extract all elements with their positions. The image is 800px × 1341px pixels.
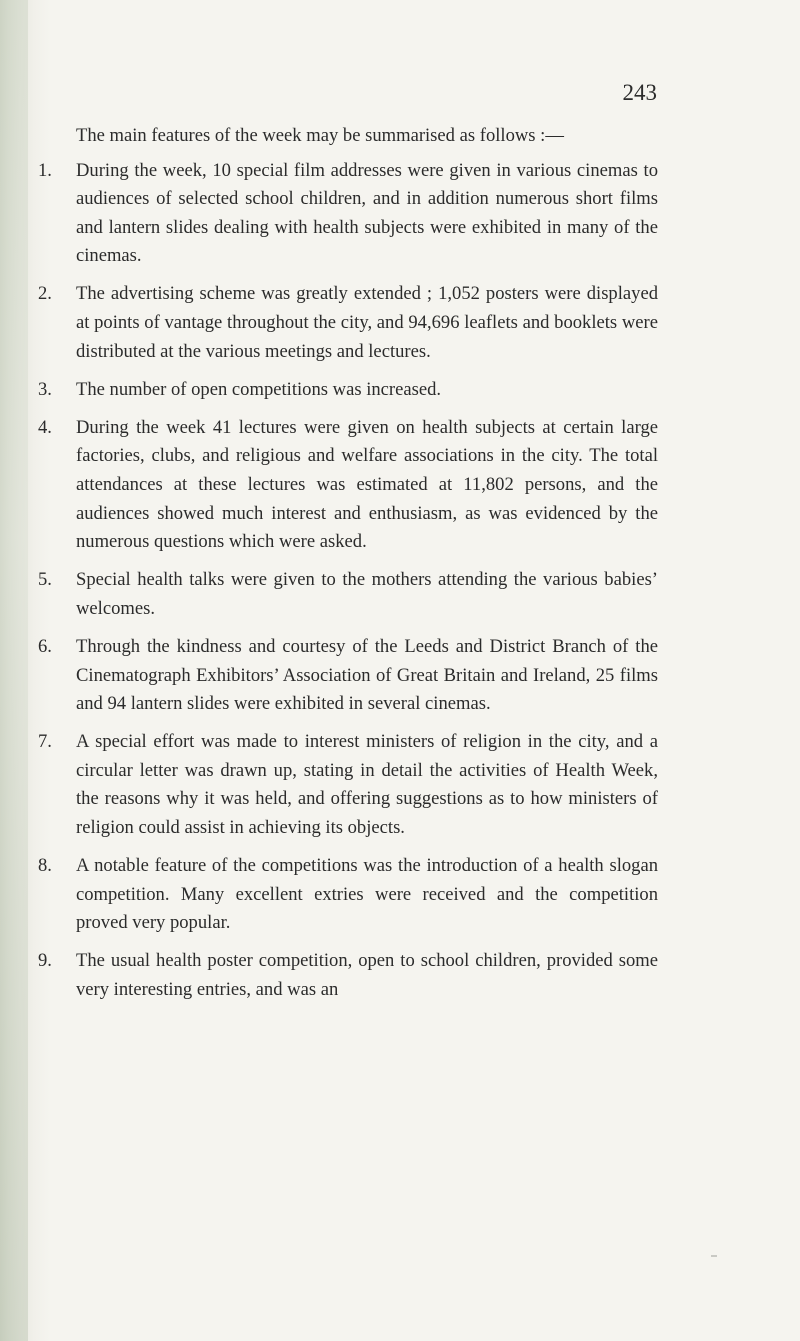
list-item <box>38 280 658 366</box>
list-item-text: A special effort was made to interest ministers of religion in the city, and a circular letter was drawn up, stating in detail the activities of Health Week, the reasons why it was held, and offering suggestions as to how ministers of religion could assist in achieving its objects. <box>76 731 658 839</box>
list-item <box>38 852 658 938</box>
list-item <box>38 376 658 405</box>
list-item-text: Through the kindness and courtesy of the Leeds and District Branch of the Cinematograph Exhibitors’ Association of Great Britain and Ireland, 25 films and 94 lantern slides were exhibited in several cinemas. <box>76 636 658 715</box>
intro-paragraph: The main features of the week may be summarised as follows :— <box>76 125 564 146</box>
page-edge-shadow <box>0 0 28 1341</box>
list-item-number: 6. <box>38 636 52 657</box>
list-item-number: 8. <box>38 855 52 877</box>
page-number: 243 <box>622 80 657 105</box>
list-item-number: 3. <box>38 378 52 400</box>
list-item-text: A notable feature of the competitions was the introduction of a health slogan competition. Many excellent extries were received and the competition proved very popular. <box>76 855 658 934</box>
list-item <box>38 566 658 623</box>
list-item <box>38 947 658 1004</box>
list-item-text: The advertising scheme was greatly extended ; 1,052 posters were displayed at points of vantage throughout the city, and 94,696 leaflets and booklets were distributed at the various meetings and lectures. <box>76 283 658 362</box>
list-item <box>38 157 658 271</box>
list-item-number: 9. <box>38 950 52 972</box>
list-item <box>38 414 658 557</box>
list-item-number: 5. <box>38 569 52 591</box>
list-item-text: During the week 41 lectures were given on health subjects at certain large factories, clubs, and religious and welfare associations in the city. The total attendances at these lectures was estimated at 11,802 persons, and the audiences showed much interest and enthusiasm, as was evidenced by the numerous questions which were asked. <box>76 416 658 553</box>
list-item-text: The usual health poster competition, open to school children, provided some very interesting entries, and was an <box>76 950 658 1001</box>
list-item-text: Special health talks were given to the mothers attending the various babies’ welcomes. <box>76 569 658 619</box>
features-list <box>38 157 658 1005</box>
list-item-number: 1. <box>38 159 52 181</box>
list-item-text: During the week, 10 special film addresses were given in various cinemas to audiences of selected school children, and in addition numerous short films and lantern slides dealing with health subjects were exhibited in many of the cinemas. <box>76 159 658 267</box>
list-item <box>38 728 658 842</box>
list-item-number: 2. <box>38 283 52 305</box>
page-body <box>38 122 658 1014</box>
page-mark <box>711 1255 717 1257</box>
list-item-text: The number of open competitions was increased. <box>76 378 442 400</box>
list-item-number: 7. <box>38 731 52 753</box>
list-item <box>38 633 658 719</box>
list-item-number: 4. <box>38 416 52 438</box>
